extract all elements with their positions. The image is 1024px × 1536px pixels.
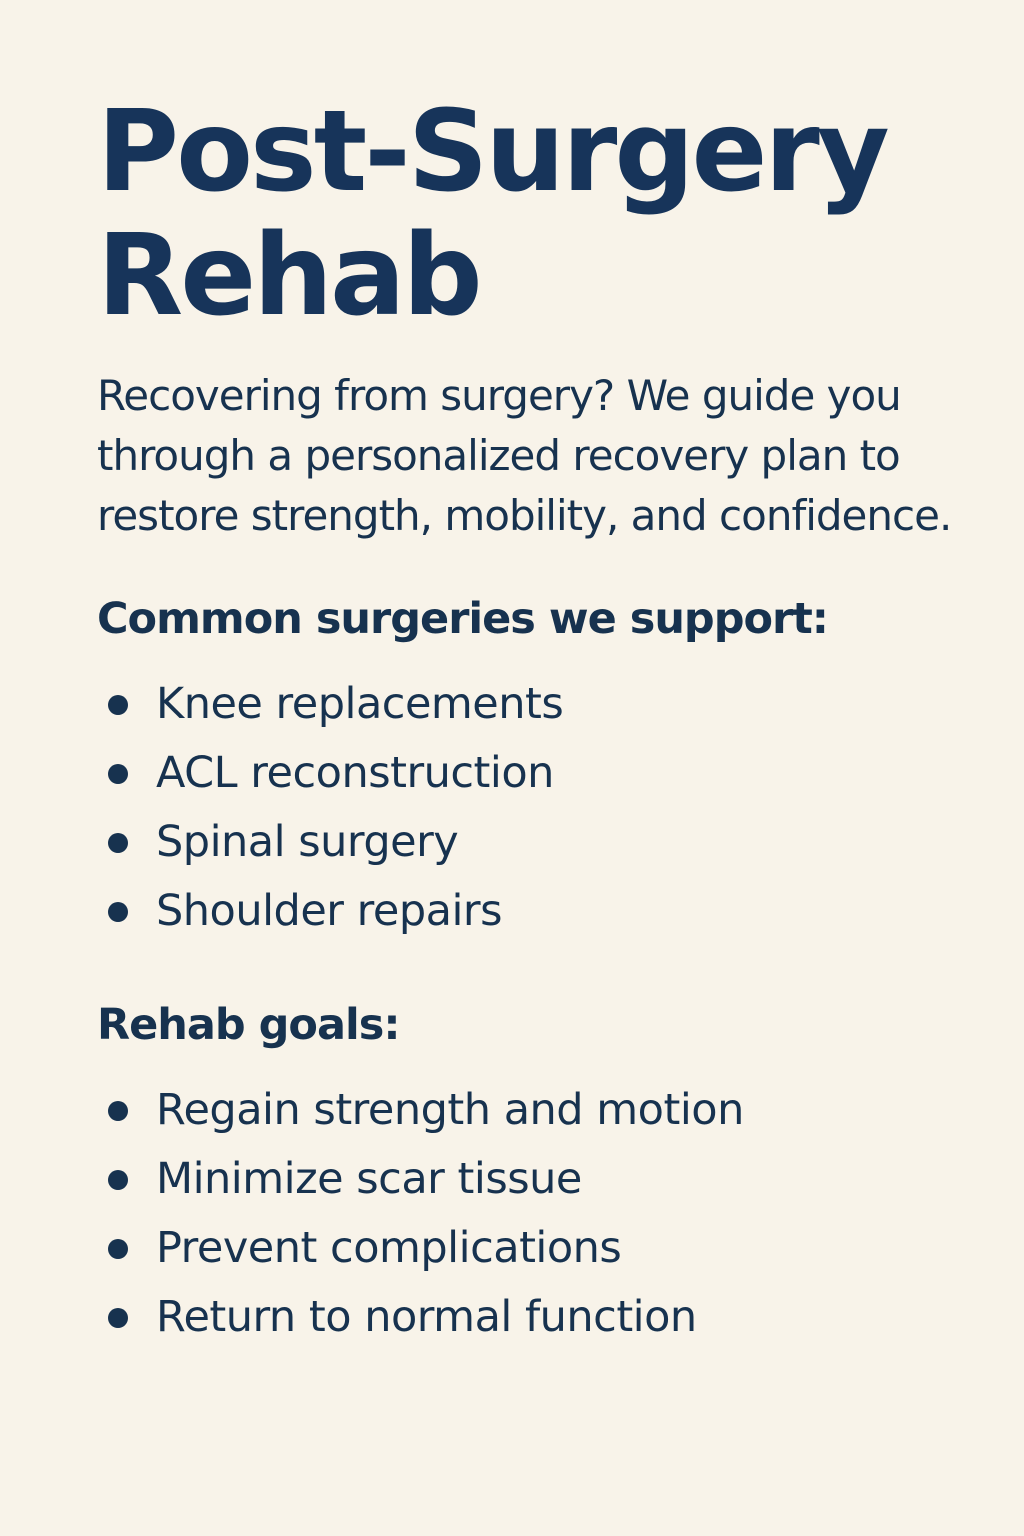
surgery-item-label: ACL reconstruction: [156, 748, 554, 798]
goal-item-label: Return to normal function: [156, 1292, 697, 1342]
surgery-item: [97, 808, 964, 877]
goal-item-label: Prevent complications: [156, 1223, 622, 1273]
surgery-item-label: Spinal surgery: [156, 817, 459, 867]
goal-item: [97, 1214, 964, 1283]
goal-item-label: Regain strength and motion: [156, 1085, 744, 1135]
bullet-icon: [108, 1239, 128, 1259]
page-title: [97, 87, 964, 341]
goals-heading: Rehab goals:: [97, 1000, 400, 1050]
surgeries-list: [97, 670, 964, 946]
goal-item: [97, 1145, 964, 1214]
surgery-item-label: Shoulder repairs: [156, 886, 503, 936]
bullet-icon: [108, 764, 128, 784]
surgery-item: [97, 739, 964, 808]
goal-item: [97, 1283, 964, 1352]
page-title-line-1: Post-Surgery: [97, 87, 887, 217]
surgery-item: [97, 877, 964, 946]
page-title-line-2: Rehab: [97, 211, 480, 341]
bullet-icon: [108, 695, 128, 715]
goals-list: [97, 1076, 964, 1352]
bullet-icon: [108, 1308, 128, 1328]
goal-item-label: Minimize scar tissue: [156, 1154, 582, 1204]
bullet-icon: [108, 1170, 128, 1190]
bullet-icon: [108, 1101, 128, 1121]
surgeries-heading: Common surgeries we support:: [97, 594, 828, 644]
surgery-item-label: Knee replacements: [156, 679, 564, 729]
intro-paragraph: Recovering from surgery? We guide you through a personalized recovery plan to restore strength, mobility, and confidence.: [97, 371, 952, 540]
bullet-icon: [108, 833, 128, 853]
bullet-icon: [108, 902, 128, 922]
surgery-item: [97, 670, 964, 739]
goal-item: [97, 1076, 964, 1145]
